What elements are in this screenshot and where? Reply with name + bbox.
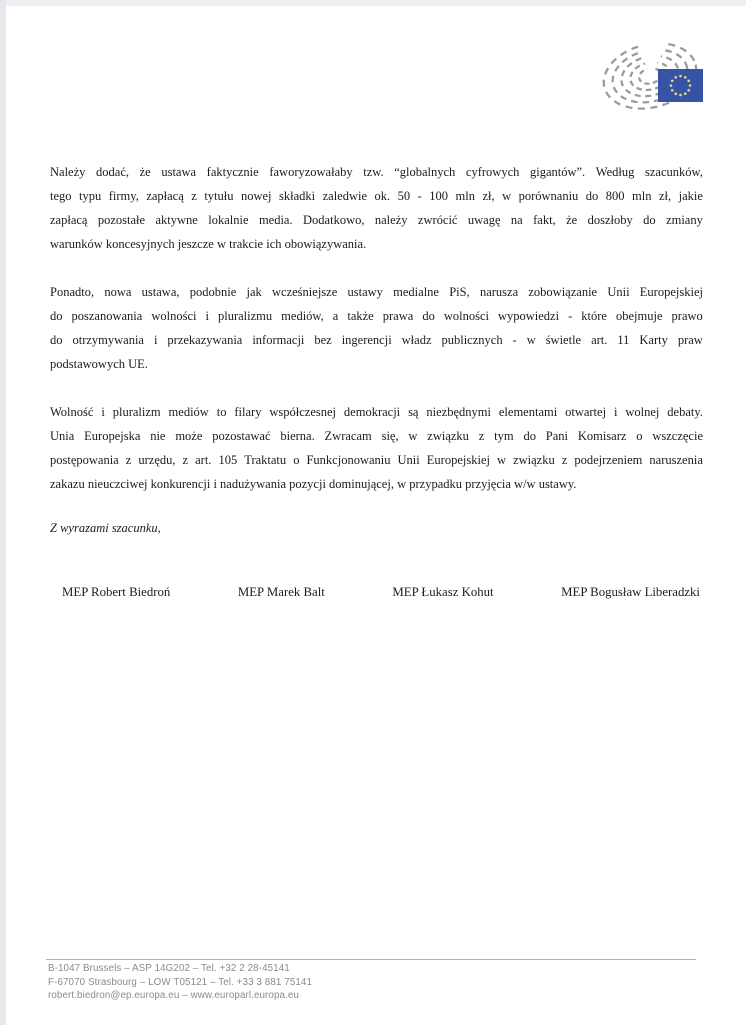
paragraph-2 (50, 280, 703, 376)
page-edge-left (0, 0, 6, 1025)
page-edge-top (0, 0, 746, 6)
paragraph-line: Wolność i pluralizm mediów to filary współczesnej demokracji są niezbędnymi elementami otwartej i wolnej debaty. (50, 405, 703, 419)
signatory-name: MEP Robert Biedroń (62, 585, 171, 599)
paragraph-1 (50, 160, 703, 256)
paragraph-line: postępowania z urzędu, z art. 105 Traktatu o Funkcjonowaniu Unii Europejskiej w związku z podejrzeniem naruszenia (50, 453, 703, 467)
closing-salutation: Z wyrazami szacunku, (50, 521, 161, 535)
signatory-name: MEP Łukasz Kohut (392, 585, 494, 599)
footer-contact-block (48, 962, 312, 1003)
footer-divider (46, 959, 696, 960)
paragraph-line: Ponadto, nowa ustawa, podobnie jak wcześniejsze ustawy medialne PiS, narusza zobowiązanie Unii Europejskiej (50, 285, 703, 299)
paragraph-line: zakazu nieuczciwej konkurencji i nadużywania pozycji dominującej, w przypadku przyjęcia w/w ustawy. (50, 477, 577, 491)
footer-line-web: robert.biedron@ep.europa.eu – www.europarl.europa.eu (48, 990, 299, 1001)
paragraph-line: Należy dodać, że ustawa faktycznie faworyzowałaby tzw. “globalnych cyfrowych gigantów”. Według szacunków, (50, 165, 703, 179)
footer-line-strasbourg: F-67070 Strasbourg – LOW T05121 – Tel. +33 3 881 75141 (48, 976, 313, 988)
footer-line-brussels: B-1047 Brussels – ASP 14G202 – Tel. +32 2 28-45141 (48, 963, 290, 974)
paragraph-3 (50, 400, 703, 496)
paragraph-line: zapłacą pozostałe aktywne lokalnie media. Dodatkowo, należy zwrócić uwagę na fakt, że doszłoby do zmiany (50, 213, 703, 227)
hemicycle-eu-flag-icon (600, 40, 712, 118)
signatories-row (62, 584, 700, 600)
paragraph-line: do poszanowania wolności i pluralizmu mediów, a także prawa do wolności wypowiedzi - które obejmuje prawo (50, 309, 703, 323)
signatory-name: MEP Marek Balt (237, 585, 325, 599)
paragraph-line: do otrzymywania i przekazywania informacji bez ingerencji władz publicznych - w świetle art. 11 Karty praw (50, 333, 703, 347)
paragraph-line: tego typu firmy, zapłacą z tytułu nowej składki zaledwie ok. 50 - 100 mln zł, w porównaniu do 800 mln zł, jakie (50, 189, 703, 203)
paragraph-line: warunków koncesyjnych jeszcze w trakcie ich obowiązywania. (50, 237, 367, 251)
paragraph-line: Unia Europejska nie może pozostawać bierna. Zwracam się, w związku z tym do Pani Komisarz o wszczęcie (50, 429, 703, 443)
paragraph-line: podstawowych UE. (50, 357, 148, 371)
european-parliament-logo (600, 40, 712, 118)
signatory-name: MEP Bogusław Liberadzki (561, 585, 700, 599)
